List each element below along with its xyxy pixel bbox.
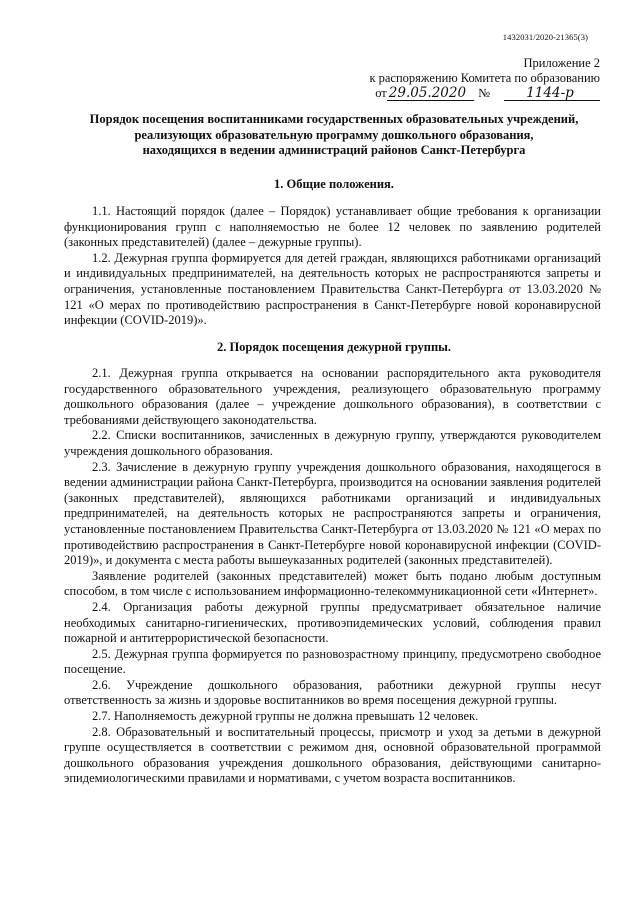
date-prefix: от [375,86,387,100]
appendix-block [369,56,600,101]
appendix-reference: к распоряжению Комитета по образованию [369,71,600,85]
number-sign: № [478,86,490,100]
paragraph-2-7: 2.7. Наполняемость дежурной группы не должна превышать 12 человек. [92,709,479,724]
handwritten-date: 29.05.2020 [387,86,474,101]
paragraph-2-4: 2.4. Организация работы дежурной группы предусматривает обязательное наличие необходимых санитарно-гигиенических, противоэпидемических условий, соблюдения правил пожарной и антитеррористической безопасности. [64,599,601,646]
paragraph-2-1: 2.1. Дежурная группа открывается на основании распорядительного акта руководителя государственного образовательного учреждения, реализующего образовательную программу дошкольного образования (далее – учреждение дошкольного образования), в соответствии с требованиями действующего законодательства. [64,366,601,427]
paragraph-2-3: 2.3. Зачисление в дежурную группу учреждения дошкольного образования, находящегося в ведении администрации района Санкт-Петербурга, производится на основании заявления родителей (законных представителей), являющихся работниками организаций и индивидуальных предпринимателей, на деятельность которых не распространяются запреты и ограничения, установленные постановлением Правительства Санкт-Петербурга от 13.03.2020 № 121 «О мерах по противодействию распространения в Санкт-Петербурге новой коронавирусной инфекции (COVID-2019)», и документа с места работы вышеуказанных родителей (законных представителей). [64,459,601,568]
section-heading-attendance: 2. Порядок посещения дежурной группы. [216,340,452,354]
section-body-attendance [64,366,601,787]
title-line: реализующих образовательную программу дошкольного образования, [134,127,534,142]
title-line: Порядок посещения воспитанниками государственных образовательных учреждений, [89,112,579,126]
paragraph-2-6: 2.6. Учреждение дошкольного образования, работники дежурной группы несут ответственность за жизнь и здоровье воспитанников во время посещения дежурной группы. [64,677,601,708]
paragraph-1-1: 1.1. Настоящий порядок (далее – Порядок) устанавливает общие требования к организации функционирования групп с наполняемостью не более 12 человек по заявлению родителей (законных представителей) (далее – дежурные группы). [64,204,601,250]
appendix-label: Приложение 2 [523,56,600,70]
paragraph-2-5: 2.5. Дежурная группа формируется по разновозрастному принципу, предусмотрено свободное посещение. [64,646,601,677]
section-body-general [64,204,601,329]
document-id: 1432031/2020-21365(3) [502,32,588,42]
paragraph-1-2: 1.2. Дежурная группа формируется для детей граждан, являющихся работниками организаций и индивидуальных предпринимателей, на деятельность которых не распространяются запреты и ограничения, установленные постановлением Правительства Санкт-Петербурга от 13.03.2020 № 121 «О мерах по противодействию распространения в Санкт-Петербурге новой коронавирусной инфекции (COVID-2019)». [64,250,601,328]
paragraph-2-8: 2.8. Образовательный и воспитательный процессы, присмотр и уход за детьми в дежурной группе осуществляется в соответствии с режимом дня, основной образовательной программой дошкольного образования учреждения дошкольного образования, действующими санитарно-эпидемиологическими правилами и нормативами, с учетом возраста воспитанников. [64,724,601,786]
paragraph-application: Заявление родителей (законных представителей) может быть подано любым доступным способом, в том числе с использованием информационно-телекоммуникационной сети «Интернет». [64,568,601,599]
paragraph-2-2: 2.2. Списки воспитанников, зачисленных в дежурную группу, утверждаются руководителем учреждения дошкольного образования. [64,428,601,458]
order-date-number [369,86,600,101]
handwritten-order-number: 1144-р [504,86,600,101]
section-heading-general: 1. Общие положения. [274,177,394,191]
document-title [64,112,604,159]
title-line: находящихся в ведении администраций районов Санкт-Петербурга [142,143,526,158]
